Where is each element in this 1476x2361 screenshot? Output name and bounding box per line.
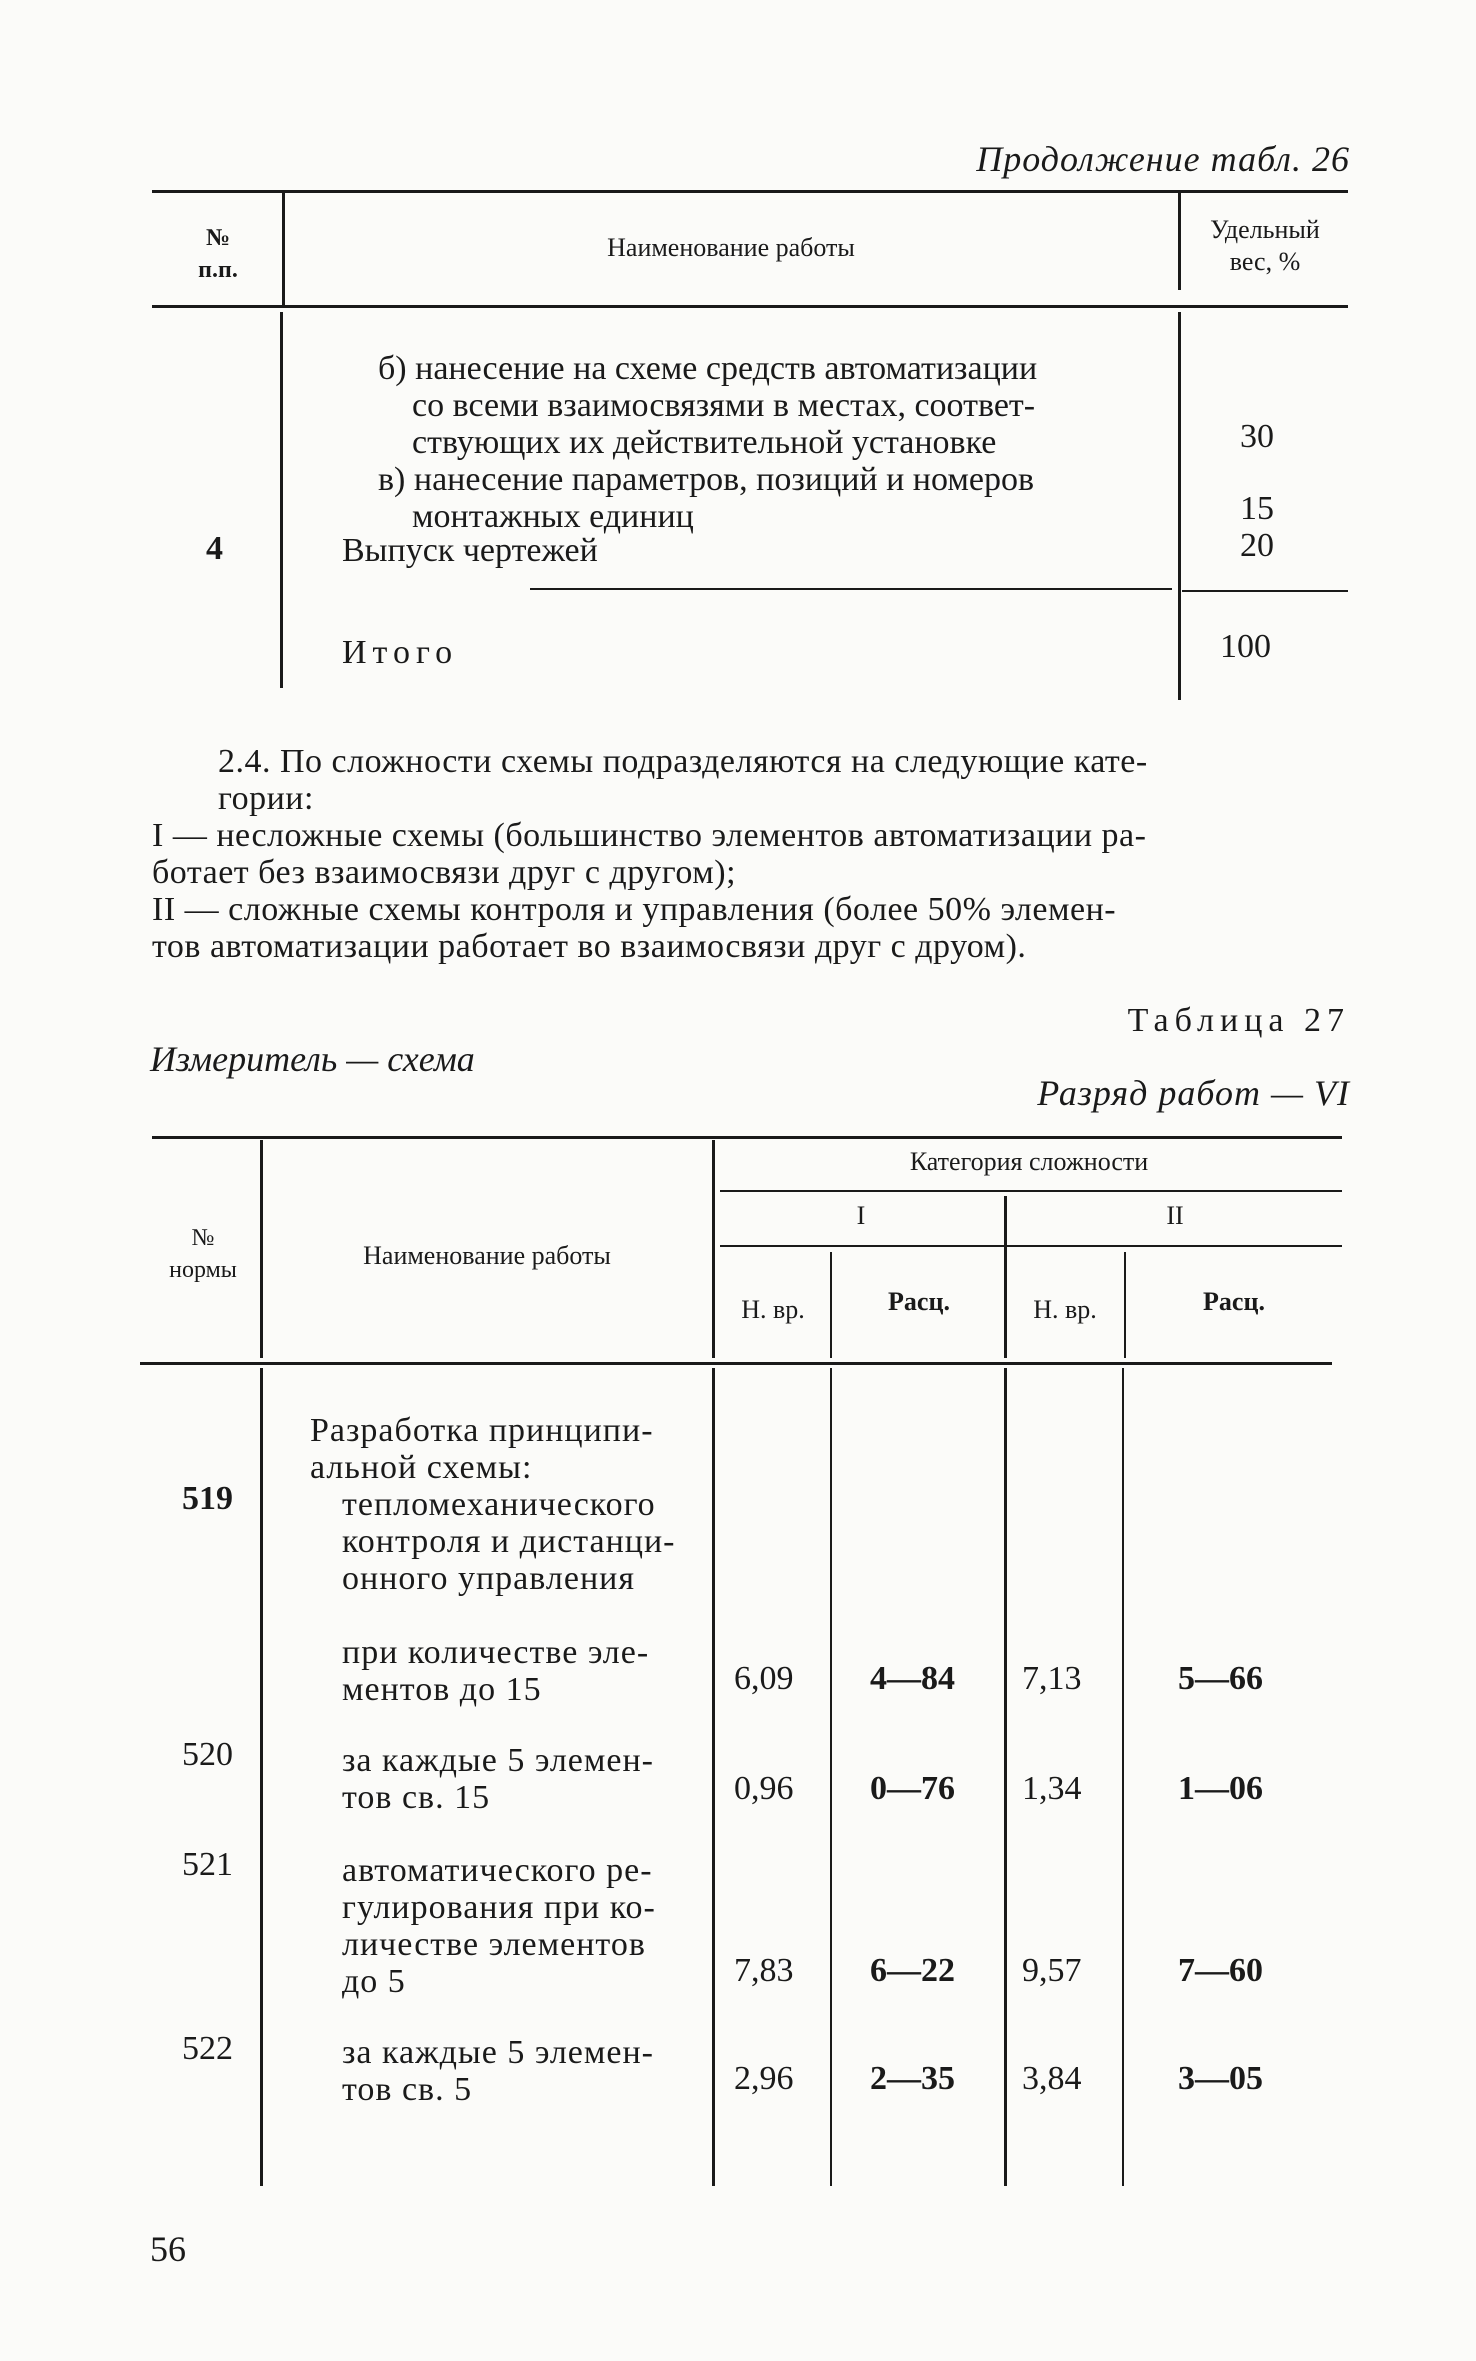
table27-subcategory-rule <box>720 1245 1342 1247</box>
table26-col-divider-1 <box>282 190 285 308</box>
table27-header-time-2: Н. вр. <box>1033 1295 1097 1324</box>
paragraph-category-2: II — сложные схемы контроля и управления (более 50% элемен- тов автоматизации работает во взаимосвязи друг с друом). <box>152 891 1117 965</box>
table27-row-name: при количестве эле- ментов до 15 <box>342 1634 650 1708</box>
table27-row-time-1: 7,83 <box>734 1952 794 1989</box>
table27-row-rate-2: 7—60 <box>1178 1952 1263 1989</box>
table27-row-no: 520 <box>182 1736 233 1773</box>
table27-row-no: 521 <box>182 1846 233 1883</box>
table27-title: Таблица 27 <box>1127 1002 1350 1039</box>
table26-total-value: 100 <box>1220 628 1271 665</box>
continuation-label: Продолжение табл. 26 <box>976 139 1350 179</box>
table27-intro: Разработка принципи- альной схемы: <box>310 1412 654 1486</box>
table27-row-time-2: 7,13 <box>1022 1660 1082 1697</box>
table26-header-name: Наименование работы <box>607 233 855 262</box>
table27-row-rate-1: 0—76 <box>870 1770 955 1807</box>
table26-top-rule <box>152 190 1348 193</box>
table27-row-time-2: 3,84 <box>1022 2060 1082 2097</box>
table26-row-4-text: Выпуск чертежей <box>342 532 598 569</box>
table27-category-rule <box>720 1190 1342 1192</box>
table27-header-rate-2: Расц. <box>1203 1287 1265 1316</box>
table26-row-b-value: 30 <box>1240 418 1274 455</box>
table27-row-rate-2: 3—05 <box>1178 2060 1263 2097</box>
table27-intro-sub: тепломеханического контроля и дистанци- онного управления <box>342 1486 676 1597</box>
table27-row-rate-1: 4—84 <box>870 1660 955 1697</box>
table27-header-divider-no <box>260 1140 263 1358</box>
table27-body-divider-name <box>712 1368 715 2186</box>
table26-row-c-value: 15 <box>1240 490 1274 527</box>
paragraph-category-1: I — несложные схемы (большинство элементов автоматизации ра- ботает без взаимосвязи друг с другом); <box>152 817 1147 891</box>
table27-row-name: за каждые 5 элемен- тов св. 5 <box>342 2034 655 2108</box>
table26-row-c-text: в) нанесение параметров, позиций и номеров монтажных единиц <box>378 461 1034 535</box>
table27-row-name: автоматического ре- гулирования при ко- личестве элементов до 5 <box>342 1852 656 2000</box>
table27-header-cat1: I <box>856 1201 866 1230</box>
table27-body-divider-no <box>260 1368 263 2186</box>
table26-col-divider-2 <box>1178 190 1181 290</box>
table27-header-time-1: Н. вр. <box>741 1295 805 1324</box>
table27-row-time-2: 9,57 <box>1022 1952 1082 1989</box>
table27-header-name: Наименование работы <box>363 1241 611 1270</box>
table26-body-divider-2 <box>1178 312 1181 700</box>
table26-row-4-no: 4 <box>206 530 223 567</box>
table27-row-time-1: 2,96 <box>734 2060 794 2097</box>
table27-row-rate-1: 2—35 <box>870 2060 955 2097</box>
table27-row-time-2: 1,34 <box>1022 1770 1082 1807</box>
paragraph-2-4: 2.4. По сложности схемы подразделяются на следующие кате- гории: <box>218 743 1148 817</box>
table26-header-no: № п.п. <box>198 225 238 283</box>
table27-row-rate-2: 1—06 <box>1178 1770 1263 1807</box>
table27-body-divider-t2 <box>1122 1368 1124 2186</box>
table27-intro-no: 519 <box>182 1480 233 1517</box>
table27-header-divider-t1 <box>830 1252 832 1358</box>
table27-header-rate-1: Расц. <box>888 1287 950 1316</box>
table26-body-divider-1 <box>280 312 283 688</box>
table27-header-no: № нормы <box>169 1225 237 1283</box>
table27-body-divider-t1 <box>830 1368 832 2186</box>
table27-row-no: 522 <box>182 2030 233 2067</box>
table26-header-rule <box>152 305 1348 308</box>
table26-total-rule-right <box>1182 590 1348 592</box>
table27-top-rule <box>152 1136 1342 1139</box>
table27-header-divider-name <box>712 1140 715 1358</box>
table27-header-category: Категория сложности <box>909 1147 1149 1176</box>
table27-row-rate-2: 5—66 <box>1178 1660 1263 1697</box>
table27-body-divider-cat <box>1004 1368 1007 2186</box>
table26-total-label: Итого <box>342 634 459 671</box>
table27-row-rate-1: 6—22 <box>870 1952 955 1989</box>
table27-row-name: за каждые 5 элемен- тов св. 15 <box>342 1742 655 1816</box>
table27-grade: Разряд работ — VI <box>1037 1073 1350 1113</box>
table27-row-time-1: 6,09 <box>734 1660 794 1697</box>
table27-measure: Измеритель — схема <box>150 1039 475 1079</box>
table27-row-time-1: 0,96 <box>734 1770 794 1807</box>
table27-header-rule <box>140 1362 1332 1365</box>
table26-row-4-value: 20 <box>1240 527 1274 564</box>
table27-header-cat2: II <box>1166 1201 1184 1230</box>
table26-total-rule <box>530 588 1172 590</box>
page-number: 56 <box>150 2229 186 2269</box>
table26-row-b-text: б) нанесение на схеме средств автоматизации со всеми взаимосвязями в местах, соответ- ствующих их действительной установке <box>378 350 1038 461</box>
table26-header-weight: Удельный вес, % <box>1210 215 1320 276</box>
